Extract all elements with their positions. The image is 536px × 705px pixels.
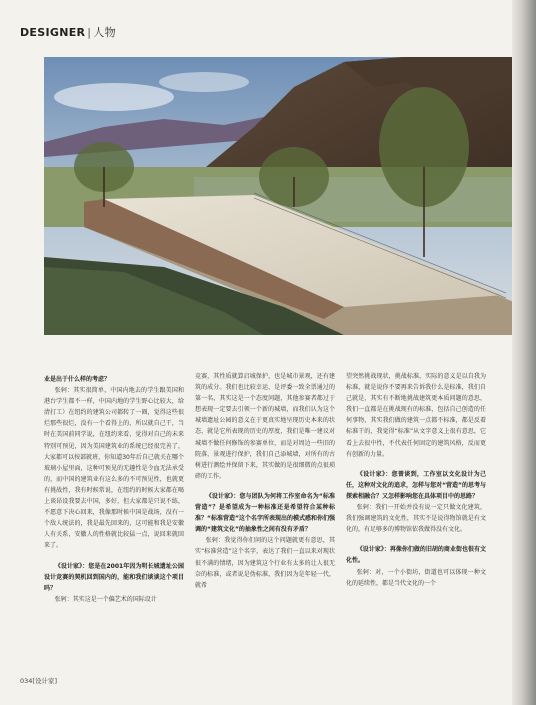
page-number: 034 xyxy=(20,677,33,685)
question-paragraph: 《设计家》：您曾谈到，工作室以文化设计为己任，这种对文化的追求，怎样与您对“营造”的思考与探索相融合？又怎样影响您在具体项目中的思路？ xyxy=(346,470,486,500)
landscape-photo xyxy=(44,57,512,335)
paragraph: 张轲：其实很简单，中国内地去的学生跟美国和港台学生都不一样，中国内地的学生野心比较大，给清打工）在纽约的建筑公司都转了一圈，觉得这些很烂那些很烂，没有一个看得上的，所以就自己干，当时在美国前同学说，在纽约来看，觉得对自己的未来特别可预见，因为美国建筑业的系统已经很完善了，大家都可以按部就班，你知道30年后自己就关在哪个玻璃小屋里面，这种可预见的无趣性是令血无法承受的，而中国的建筑业有这么多的不可预见性，也就更有挑战性，我有时候常说，在纽约的时候大家都在喝上谈昂设我要去中国，多好，但大家都是只说不练，不愿意下决心回来，我像那时候中国是战场，没有一个敌人统法的，我是最先回来的，这可能和我是安徽人有关系，安徽人的性格就比较猛一点，说回来就回来了。 xyxy=(44,387,184,550)
paragraph: 张轲：我觉得你们问的这个问题就更有意思，其实“标准营造”这个名字，表达了我们一直以来对现状很不满的情绪，因为建筑这个行业有太多的让人很无奈的标准，或者说是伪标准，我们因为是年轻一代，就希 xyxy=(195,537,335,589)
question-paragraph: 《设计家》：您与团队为何将工作室命名为“标准营造”？是希望成为一种标准还是希望符合某种标准？“标准营造”这个名字所表现出的模式感和你们强调的“建筑文化”的抽象性之间有没有矛盾？ xyxy=(195,492,335,534)
photo-illustration xyxy=(44,57,512,335)
section-subtitle: 人物 xyxy=(93,26,116,39)
question-paragraph: 《设计家》：再像你们做的旧胡的商业街也很有文化性。 xyxy=(346,546,486,565)
section-header xyxy=(20,24,116,40)
paragraph: 望突然挑战现状，挑战标准，实际的意义是以自我为标准，就是说你不要再来告诉我什么是标准，我们自己就是，其实有不断地挑战建筑更本质问题的意思，我们一直都是在挑战现有的标准，包括自己创造的任何事物，其实我们做的建筑一点都不标准，都是反着标准干的，我觉得“标准”从文字意义上很有意思，它看上去很中性，不代表任何固定的建筑风格，反而更有创新的力量。 xyxy=(346,373,486,458)
text-column-1 xyxy=(44,371,184,605)
paragraph: 张轲：对，一个小街坊，街道也可以体现一种文化的延续性，都是当代文化的一个 xyxy=(346,568,486,587)
page-footer xyxy=(20,676,57,685)
text-column-3 xyxy=(346,371,486,589)
next-page-edge xyxy=(512,0,536,705)
header-divider: | xyxy=(87,26,92,39)
paragraph: 竞赛，其性质就算启城保护，也是城市景观，还有建筑的成分。我们也比较幸运，是评委一致全票通过的第一名，其实这是一个态度问题，其他参赛者都过于想表现一定要去引领一个新的城墙，而我们认为这个城墙遗址公园的意义在于更真实地呈现历史本来的状态，就是它所表现的历史的厚度，我们是唯一建议对城墙不做任何修饰的参赛单位，而是对周边一些旧的院落，景观进行保护，我们自己添城墙，对所有的古树进行测绘并保留下来，其实做的是很细微的点很琐碎的工作。 xyxy=(195,373,335,480)
text-column-2 xyxy=(195,371,335,591)
question-paragraph: 《设计家》：您是在2001年因为明长城遗址公园设计竞赛的契机回到国内的，能和我们谈谈这个项目吗？ xyxy=(44,562,184,592)
section-title: DESIGNER xyxy=(20,26,86,39)
paragraph: 张轲：其实这是一个偏艺术的国际设计 xyxy=(54,595,157,603)
magazine-name: [设计家] xyxy=(32,677,57,685)
paragraph: 业是出于什么样的考虑？ xyxy=(44,376,111,383)
paragraph: 张轲：我们一开始并没有说一定只做文化建筑，我们强调建筑的文化性，其实不是说得物馆就是有文化的，有足够多的博物馆依我做得没有文化。 xyxy=(346,504,486,534)
